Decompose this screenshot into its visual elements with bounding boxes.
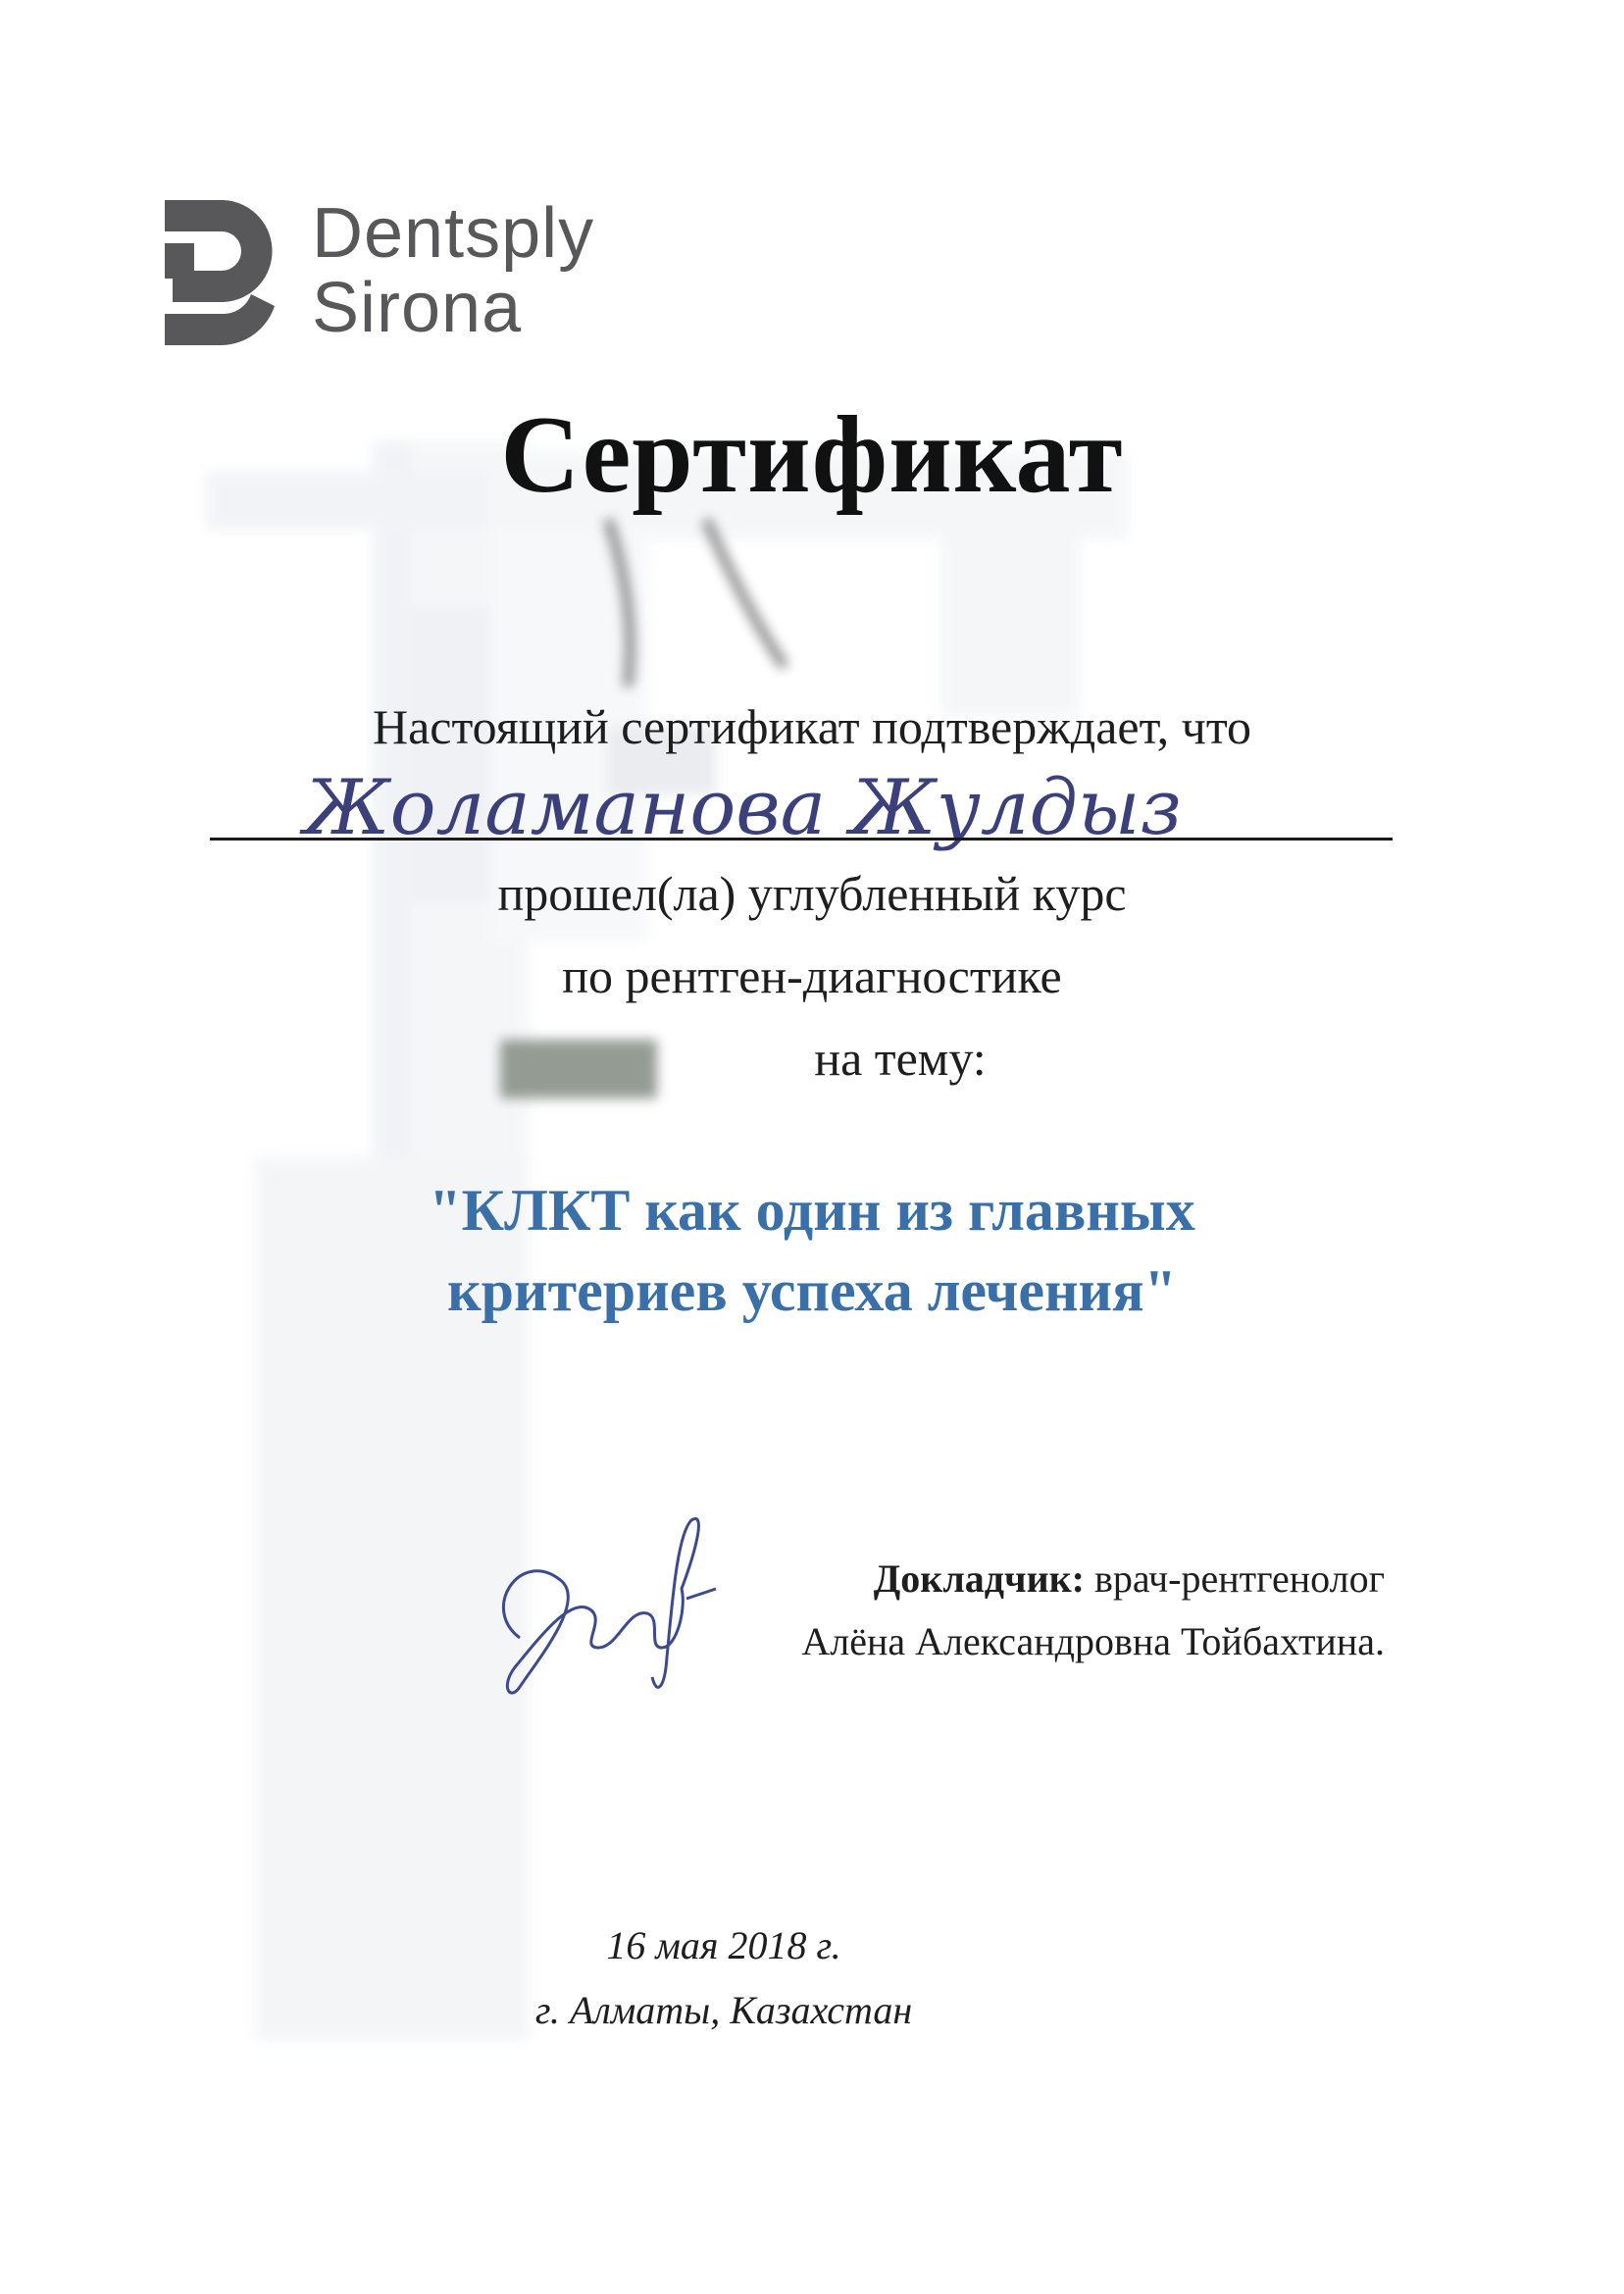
dentsply-sirona-logo — [165, 196, 714, 353]
dentsply-sirona-s-logo-mark — [165, 200, 278, 345]
speaker-info — [801, 1548, 1385, 1673]
logo-line-2: Sirona — [312, 269, 523, 347]
certificate-title: Сертификат — [500, 394, 1124, 516]
course-line-1: прошел(ла) углубленный курс — [497, 866, 1127, 921]
logo-wordmark — [312, 196, 594, 345]
confirm-text: Настоящий сертификат подтверждает, что — [372, 699, 1252, 754]
recipient-name-text: Жоламанова Жулдыз — [304, 764, 1183, 852]
topic-line-1: "КЛКТ как один из главных — [429, 1178, 1195, 1243]
speaker-name: Алёна Александровна Тойбахтина. — [801, 1619, 1385, 1663]
speaker-role-line — [801, 1548, 1385, 1610]
speaker-role: врач-рентгенолог — [1094, 1556, 1385, 1601]
logo-line-1: Dentsply — [312, 194, 595, 273]
speaker-signature — [461, 1491, 726, 1707]
course-line-3: на тему: — [814, 1031, 987, 1086]
speaker-label: Докладчик: — [873, 1556, 1085, 1601]
certificate-city: г. Алматы, Казахстан — [534, 1988, 913, 2032]
topic-line-2: критериев успеха лечения" — [447, 1258, 1177, 1323]
recipient-name-underline — [210, 838, 1393, 841]
recipient-name-handwriting — [284, 755, 1245, 863]
course-line-2: по рентген-диагностике — [562, 948, 1062, 1003]
certificate-date: 16 мая 2018 г. — [606, 1923, 841, 1967]
